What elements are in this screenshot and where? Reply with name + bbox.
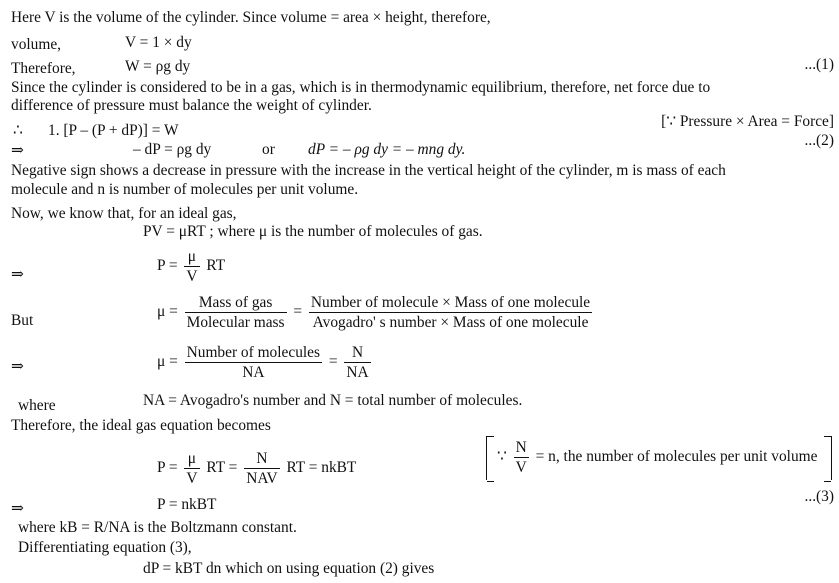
label: where: [18, 397, 56, 414]
label: volume,: [11, 36, 62, 53]
fraction: [244, 449, 279, 488]
equation: V = 1 × dy: [125, 34, 192, 51]
text-line: Here V is the volume of the cylinder. Since volume = area × height, therefore,: [11, 9, 491, 26]
text-line: Now, we know that, for an ideal gas,: [11, 205, 237, 222]
equation: [157, 343, 374, 382]
text-line: Since the cylinder is considered to be in a gas, which is in thermodynamic equilibrium, therefore, net force due to: [11, 79, 711, 96]
label: Therefore,: [11, 60, 76, 77]
equals: =: [328, 353, 338, 371]
equation: – dP = ρg dy: [133, 141, 212, 158]
fraction: [185, 293, 287, 332]
side-note: [497, 438, 817, 477]
eq-lhs: P =: [157, 257, 178, 275]
numerator: N: [244, 449, 279, 469]
implies-symbol: ⇒: [11, 142, 24, 159]
numerator: Mass of gas: [185, 293, 287, 313]
eq-lhs: P =: [157, 459, 178, 477]
text-line: Therefore, the ideal gas equation becomes: [11, 417, 271, 434]
numerator: Number of molecules: [186, 344, 320, 361]
text-line: where kB = R/NA is the Boltzmann constant.: [18, 519, 297, 536]
equals: =: [293, 303, 303, 321]
numerator: N: [515, 439, 527, 456]
denominator: V: [515, 459, 527, 476]
equation: P = nkBT: [157, 496, 217, 513]
equation: NA = Avogadro's number and N = total number of molecules.: [143, 392, 523, 409]
side-note-bracket: [486, 436, 832, 480]
denominator: NAV: [246, 470, 278, 487]
implies-symbol: ⇒: [11, 500, 24, 517]
text-line: Negative sign shows a decrease in pressure with the increase in the vertical height of the cylinder, m is mass of each: [11, 162, 726, 179]
fraction: [184, 247, 199, 286]
label: But: [11, 312, 34, 329]
text-line: Differentiating equation (3),: [18, 539, 192, 556]
text-line: molecule and n is number of molecules per unit volume.: [11, 181, 359, 198]
fraction: [184, 449, 199, 488]
equation-number: ...(3): [804, 488, 834, 505]
equation: W = ρg dy: [125, 58, 191, 75]
equation: PV = μRT ; where μ is the number of molecules of gas.: [143, 223, 483, 240]
eq-rhs: RT: [206, 257, 226, 275]
numerator: Number of molecule × Mass of one molecule: [310, 294, 591, 311]
because-symbol: ∵: [497, 448, 507, 466]
therefore-symbol: ∴: [13, 122, 23, 139]
equation: 1. [P – (P + dP)] = W: [48, 122, 179, 139]
implies-symbol: ⇒: [11, 358, 24, 375]
equation: [157, 449, 356, 488]
eq-mid: RT =: [206, 459, 238, 477]
denominator: Molecular mass: [186, 314, 285, 331]
numerator: μ: [184, 247, 199, 267]
eq-rhs: RT = nkBT: [286, 459, 357, 477]
equation: dP = – ρg dy = – mng dy.: [308, 141, 466, 158]
numerator: N: [344, 343, 370, 363]
fraction: [309, 293, 592, 332]
equation: [157, 293, 595, 332]
equation-note: [∵ Pressure × Area = Force]: [661, 113, 834, 130]
equation-number: ...(2): [804, 132, 834, 149]
note-text: = n, the number of molecules per unit volume: [535, 448, 818, 466]
fraction: [514, 438, 529, 477]
denominator: V: [186, 268, 198, 285]
fraction: [344, 343, 370, 382]
eq-lhs: μ =: [157, 353, 178, 371]
denominator: NA: [346, 364, 369, 381]
denominator: Avogadro' s number × Mass of one molecule: [312, 314, 589, 331]
implies-symbol: ⇒: [11, 266, 24, 283]
equation-number: ...(1): [804, 56, 834, 73]
fraction: [185, 343, 322, 382]
text-line: difference of pressure must balance the weight of cylinder.: [11, 97, 372, 114]
equation: [157, 247, 225, 286]
numerator: μ: [184, 449, 199, 469]
connector-word: or: [262, 141, 275, 158]
denominator: V: [186, 470, 198, 487]
eq-lhs: μ =: [157, 303, 178, 321]
denominator: NA: [242, 364, 265, 381]
equation: dP = kBT dn which on using equation (2) gives: [143, 560, 435, 577]
